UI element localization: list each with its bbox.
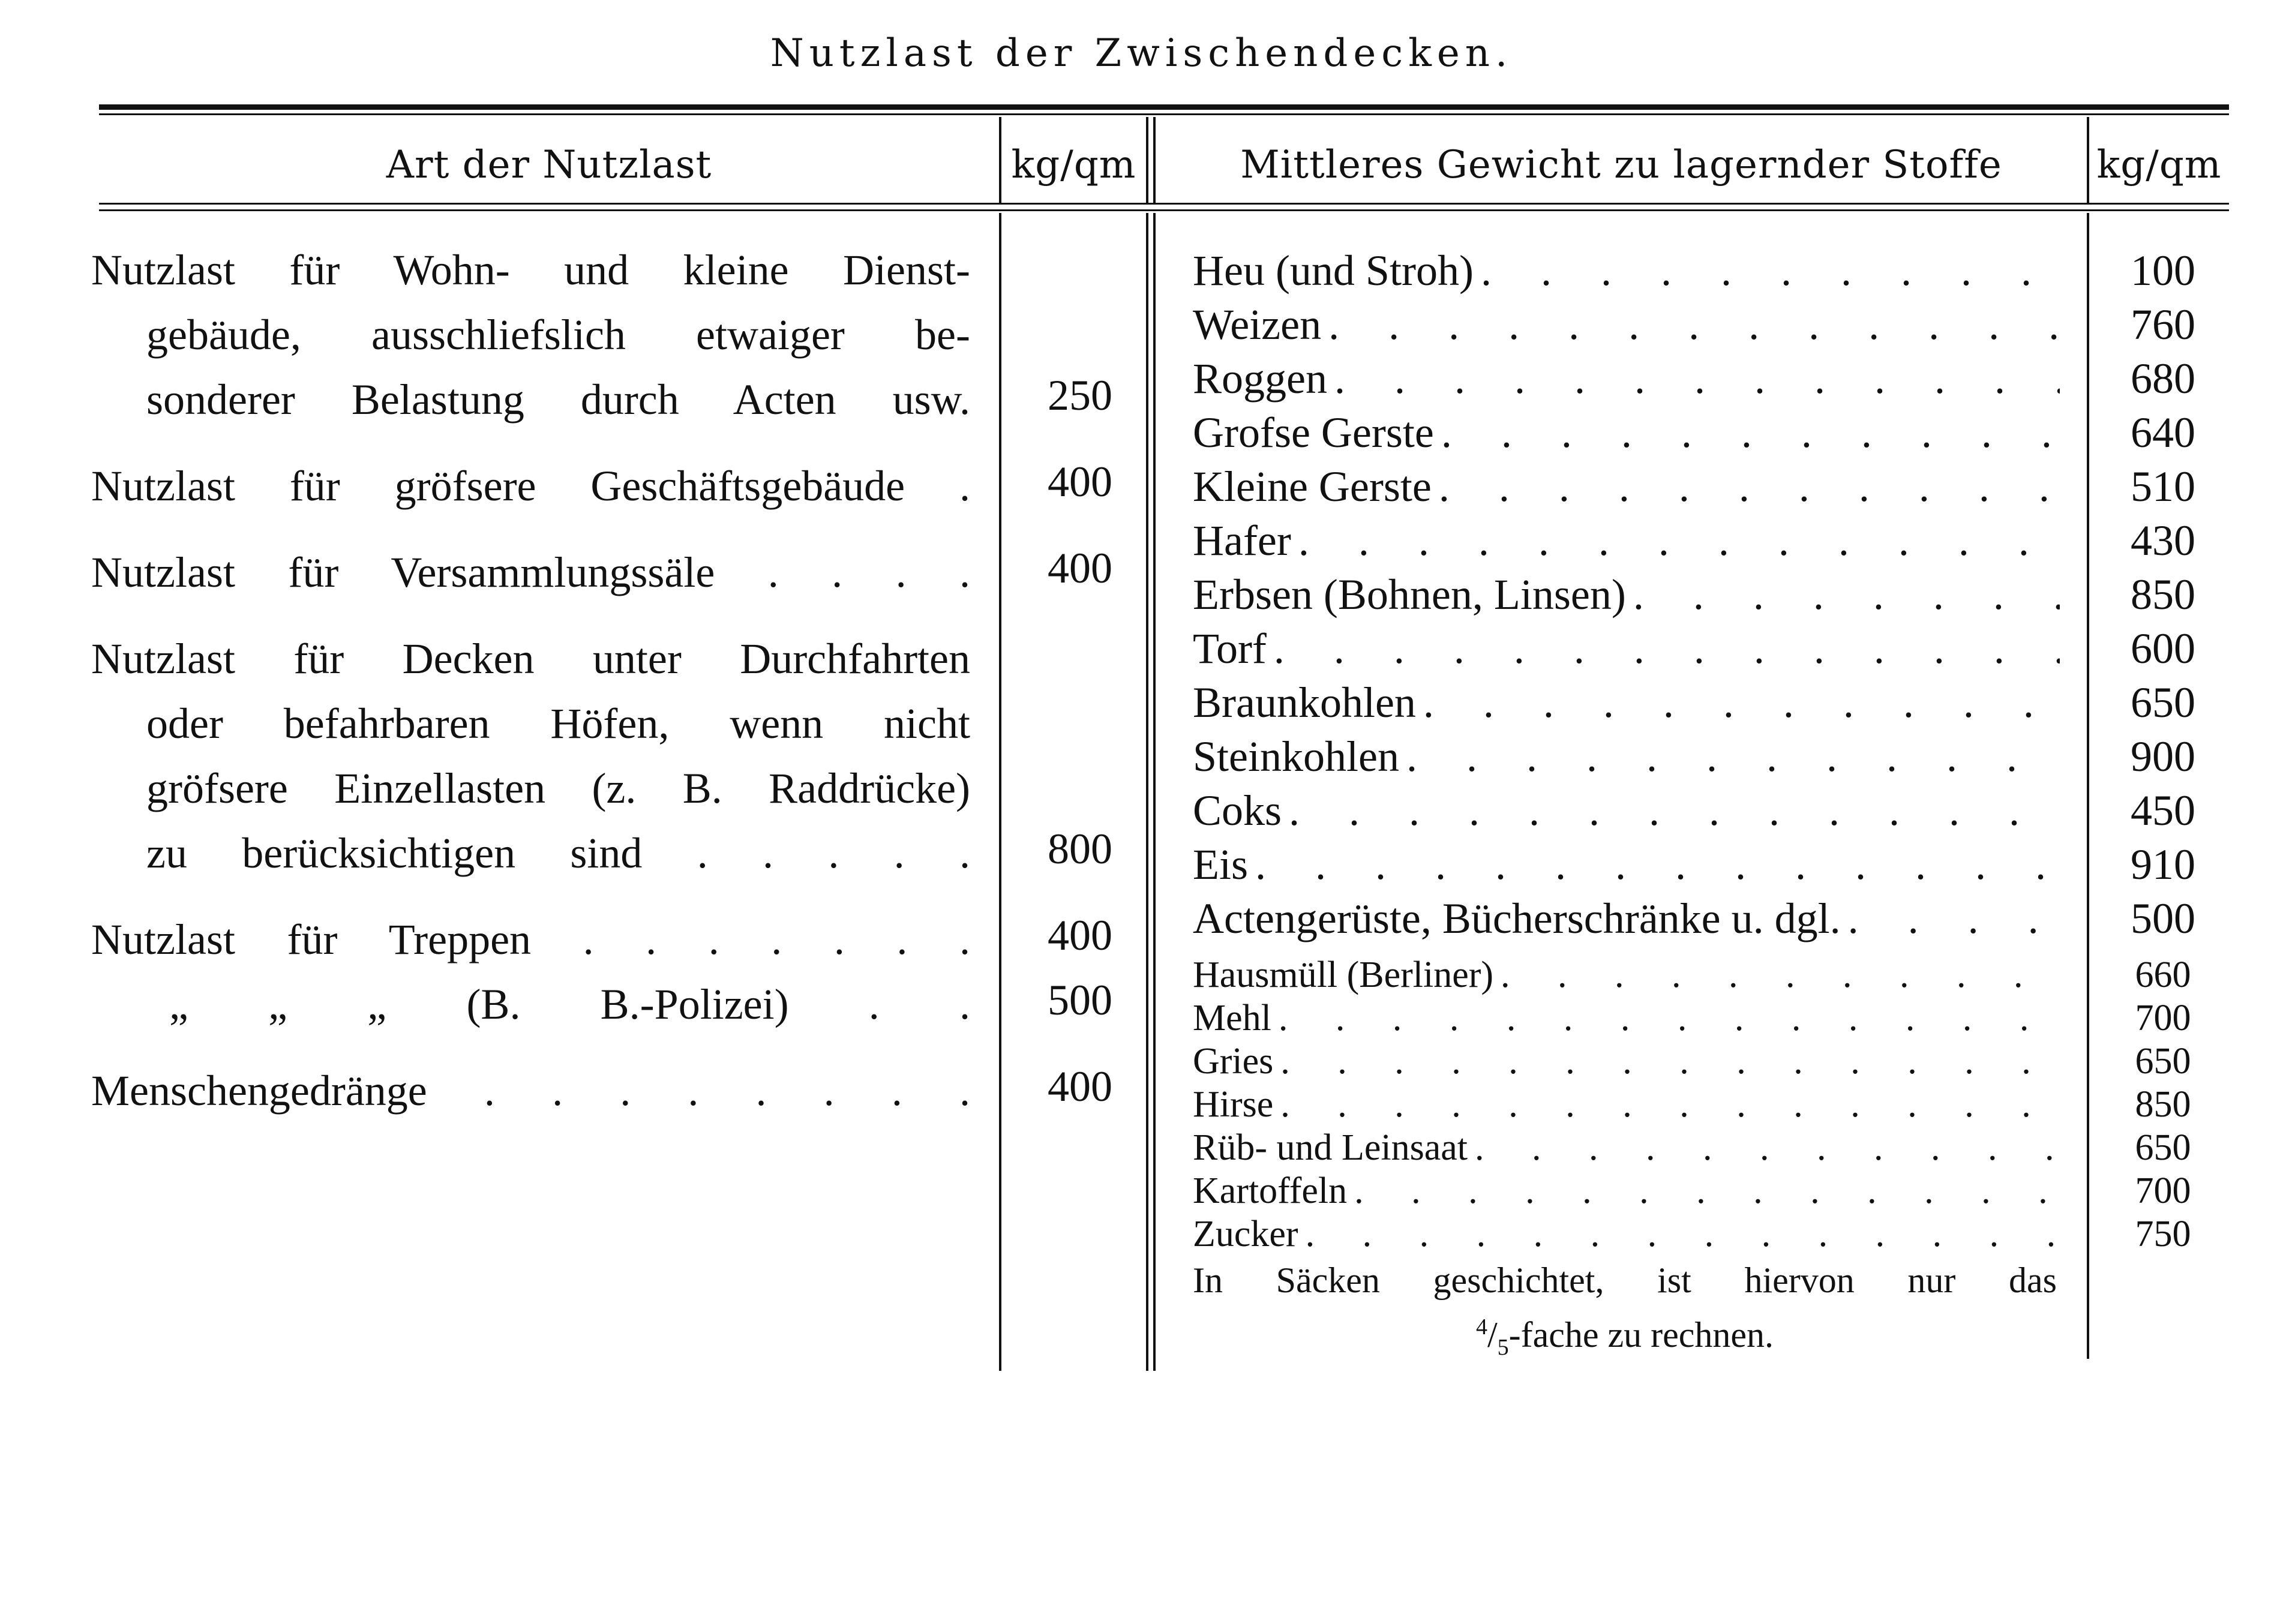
material-row	[1193, 570, 2060, 620]
material-name: Weizen	[1193, 301, 1322, 349]
material-value: 900	[2131, 733, 2195, 781]
material-value: 450	[2131, 787, 2195, 834]
material-name: Rüb- und Leinsaat	[1193, 1127, 1468, 1168]
sacks-note-text: -fache zu rechnen.	[1508, 1315, 1774, 1355]
left-row-4-line-1: Nutzlast für Decken unter Durchfahrten	[91, 635, 970, 683]
sacks-note-line-2: $^4/_5$-fache zu rechnen.	[1475, 1314, 1774, 1360]
table-title: Nutzlast der Zwischendecken.	[770, 31, 1513, 76]
leader-dots	[1280, 1083, 2060, 1126]
material-value: 100	[2131, 247, 2195, 295]
material-name: Hirse	[1193, 1084, 1274, 1125]
material-row	[1193, 1083, 2060, 1126]
leader-dots	[1481, 246, 2060, 296]
leader-dots	[1280, 1040, 2060, 1083]
left-row-7-line-1: Menschengedränge . . . . . . . .	[91, 1067, 970, 1115]
leader-dots	[1274, 624, 2060, 674]
left-row-3-value: 400	[1048, 544, 1112, 592]
material-name: Hausmüll (Berliner)	[1193, 954, 1494, 995]
leader-dots	[1475, 1127, 2060, 1169]
material-name: Steinkohlen	[1193, 733, 1399, 781]
material-row	[1193, 1170, 2060, 1212]
left-row-7-value: 400	[1048, 1062, 1112, 1110]
material-row	[1193, 624, 2060, 674]
left-row-5	[91, 907, 970, 972]
left-row-6-value: 500	[1048, 976, 1112, 1024]
left-row-1-line-2: gebäude, ausschliefslich etwaiger be-	[146, 311, 970, 359]
material-name: Gries	[1193, 1041, 1274, 1082]
material-value: 650	[2135, 1127, 2191, 1168]
material-name: Coks	[1193, 787, 1282, 834]
material-name: Roggen	[1193, 355, 1327, 403]
material-name: Braunkohlen	[1193, 679, 1416, 727]
leader-dots	[1633, 570, 2060, 620]
material-value: 640	[2131, 409, 2195, 457]
left-row-1-line-1: Nutzlast für Wohn- und kleine Dienst-	[91, 246, 970, 294]
header-unit-left: kg/qm	[1011, 143, 1136, 187]
left-row-5-value: 400	[1048, 911, 1112, 959]
divider-center-a	[1146, 117, 1148, 204]
leader-dots	[1298, 516, 2060, 566]
leader-dots	[1334, 354, 2060, 404]
material-value: 680	[2131, 355, 2195, 403]
material-value: 430	[2131, 517, 2195, 565]
sacks-note-line-1: In Säcken geschichtet, ist hiervon nur das	[1193, 1260, 2057, 1300]
left-row-2-value: 400	[1048, 458, 1112, 506]
divider-left-unit-body	[999, 213, 1001, 1371]
material-value: 660	[2135, 954, 2191, 995]
top-rule-thick	[99, 104, 2229, 110]
left-row-6-line-1: „ „ „ (B. B.-Polizei) . .	[169, 980, 970, 1028]
material-value: 910	[2131, 840, 2195, 888]
material-name: Actengerüste, Bücherschränke u. dgl.	[1193, 894, 1841, 942]
leader-dots	[1848, 894, 2060, 944]
material-name: Torf	[1193, 625, 1267, 673]
material-value: 850	[2135, 1084, 2191, 1125]
material-row	[1193, 300, 2060, 350]
material-name: Kleine Gerste	[1193, 463, 1432, 511]
material-row	[1193, 408, 2060, 458]
left-row-2-line-1: Nutzlast für gröfsere Geschäftsgebäude .	[91, 462, 970, 510]
material-row	[1193, 246, 2060, 296]
material-value: 750	[2135, 1214, 2191, 1254]
material-row	[1193, 732, 2060, 782]
top-rule-thin	[99, 113, 2229, 115]
left-row-4-line-3: gröfsere Einzellasten (z. B. Raddrücke)	[146, 764, 970, 812]
left-row-6	[91, 972, 970, 1037]
header-unit-right: kg/qm	[2096, 143, 2222, 187]
leader-dots	[1406, 732, 2060, 782]
material-row	[1193, 954, 2060, 996]
material-value: 700	[2135, 1170, 2191, 1211]
left-row-5-line-1: Nutzlast für Treppen . . . . . . .	[91, 915, 970, 963]
material-name: Mehl	[1193, 998, 1271, 1038]
left-row-4-value: 800	[1048, 825, 1112, 873]
material-row	[1193, 894, 2060, 944]
material-value: 650	[2135, 1041, 2191, 1082]
divider-right-unit-body	[2087, 213, 2089, 1359]
material-row	[1193, 678, 2060, 728]
leader-dots	[1306, 1213, 2060, 1256]
header-mittleres: Mittleres Gewicht zu lagernder Stoffe	[1240, 143, 2002, 187]
material-value: 600	[2131, 625, 2195, 673]
leader-dots	[1441, 408, 2060, 458]
material-value: 650	[2131, 679, 2195, 727]
material-value: 500	[2131, 894, 2195, 942]
left-row-4-line-2: oder befahrbaren Höfen, wenn nicht	[146, 700, 970, 748]
leader-dots	[1501, 954, 2060, 996]
material-row	[1193, 462, 2060, 512]
leader-dots	[1328, 300, 2060, 350]
material-value: 850	[2131, 571, 2195, 619]
material-value: 760	[2131, 301, 2195, 349]
divider-center-b-body	[1153, 213, 1156, 1371]
material-row	[1193, 354, 2060, 404]
material-name: Kartoffeln	[1193, 1170, 1348, 1211]
material-value: 700	[2135, 998, 2191, 1038]
leader-dots	[1255, 840, 2060, 890]
left-row-3-line-1: Nutzlast für Versammlungssäle . . . .	[91, 548, 970, 596]
sacks-note	[1193, 1257, 2057, 1371]
material-row	[1193, 516, 2060, 566]
left-row-1-value: 250	[1048, 371, 1112, 419]
material-row	[1193, 840, 2060, 890]
material-row	[1193, 1213, 2060, 1256]
material-name: Eis	[1193, 840, 1249, 888]
leader-dots	[1279, 997, 2060, 1040]
fraction-denominator: 5	[1497, 1335, 1509, 1360]
left-row-1-line-3: sonderer Belastung durch Acten usw.	[146, 376, 970, 424]
material-name: Erbsen (Bohnen, Linsen)	[1193, 571, 1626, 619]
material-row	[1193, 786, 2060, 836]
leader-dots	[1289, 786, 2060, 836]
material-row	[1193, 997, 2060, 1040]
fraction-numerator: 4	[1475, 1314, 1487, 1340]
material-name: Zucker	[1193, 1214, 1298, 1254]
material-row	[1193, 1127, 2060, 1169]
left-row-4	[91, 626, 970, 885]
leader-dots	[1439, 462, 2060, 512]
leader-dots	[1423, 678, 2060, 728]
material-value: 510	[2131, 463, 2195, 511]
material-name: Hafer	[1193, 517, 1291, 565]
left-row-7	[91, 1058, 970, 1123]
left-row-4-line-4: zu berücksichtigen sind . . . . .	[146, 829, 970, 877]
left-row-3	[91, 540, 970, 605]
material-name: Heu (und Stroh)	[1193, 247, 1474, 295]
left-row-2	[91, 454, 970, 518]
material-row	[1193, 1040, 2060, 1083]
header-art: Art der Nutzlast	[386, 143, 712, 187]
left-row-1	[91, 238, 970, 432]
leader-dots	[1354, 1170, 2060, 1212]
material-name: Grofse Gerste	[1193, 409, 1434, 457]
